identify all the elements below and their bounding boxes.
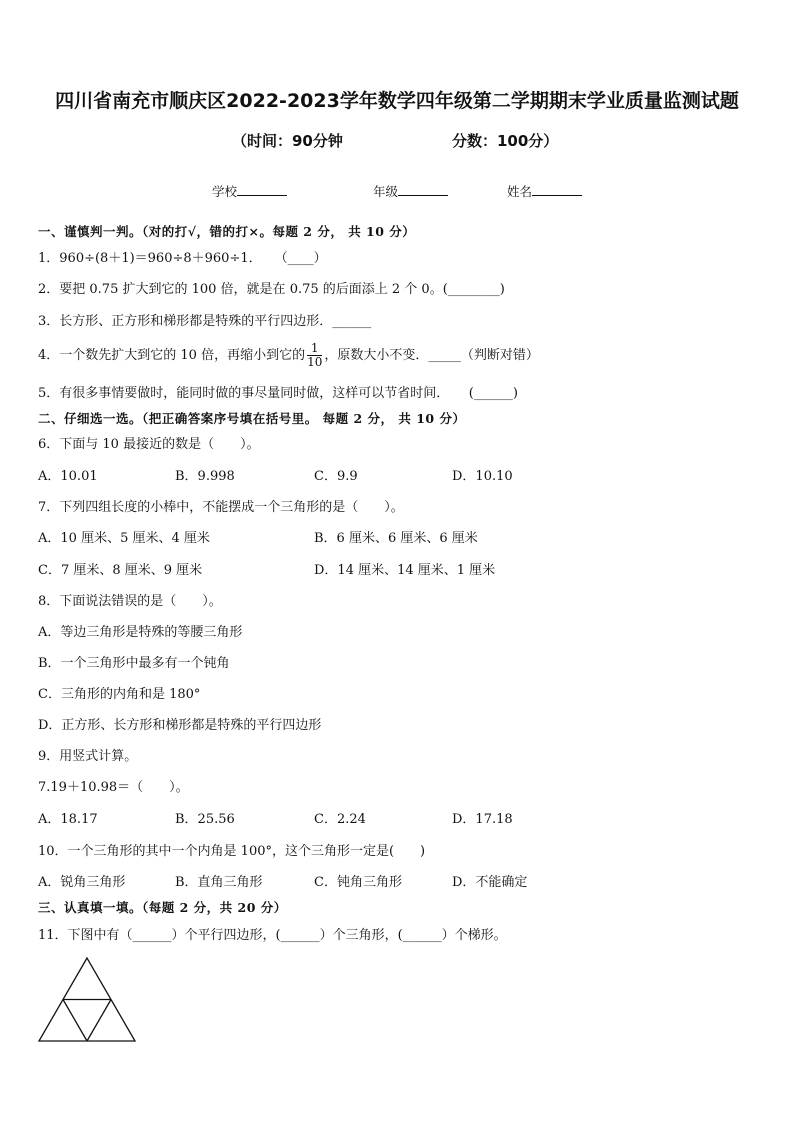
q9-option-a[interactable]: A．18.17 <box>38 812 98 827</box>
fraction-one-tenth <box>307 342 322 369</box>
question-11: 11．下图中有（______）个平行四边形，(______）个三角形，(______）个梯形。 <box>38 928 507 943</box>
score-label: 分数：100分） <box>452 132 559 150</box>
q8-option-b[interactable]: B．一个三角形中最多有一个钝角 <box>38 656 230 671</box>
q8-option-d[interactable]: D．正方形、长方形和梯形都是特殊的平行四边形 <box>38 718 322 733</box>
grade-blank[interactable] <box>398 183 448 196</box>
q9-option-c[interactable]: C．2.24 <box>314 812 366 827</box>
name-field <box>507 182 582 200</box>
q7-option-d[interactable]: D．14 厘米、14 厘米、1 厘米 <box>314 563 496 578</box>
q6-option-d[interactable]: D．10.10 <box>452 469 513 484</box>
q10-option-a[interactable]: A．锐角三角形 <box>38 875 126 890</box>
q8-option-c[interactable]: C．三角形的内角和是 180° <box>38 687 201 702</box>
school-label: 学校 <box>212 184 238 199</box>
question-2: 2．要把 0.75 扩大到它的 100 倍，就是在 0.75 的后面添上 2 个 0。(________) <box>38 282 505 297</box>
fraction-numerator: 1 <box>307 342 322 356</box>
name-label: 姓名 <box>507 184 533 199</box>
q10-option-b[interactable]: B．直角三角形 <box>175 875 263 890</box>
q9-option-b[interactable]: B．25.56 <box>175 812 235 827</box>
triangle-figure <box>36 955 138 1045</box>
fraction-denominator: 10 <box>307 355 323 369</box>
midline-left <box>63 1000 87 1042</box>
q6-option-b[interactable]: B．9.998 <box>175 469 235 484</box>
q7-option-c[interactable]: C．7 厘米、8 厘米、9 厘米 <box>38 563 203 578</box>
grade-label: 年级 <box>373 184 399 199</box>
question-5: 5．有很多事情要做时，能同时做的事尽量同时做，这样可以节省时间． (______) <box>38 386 518 401</box>
q6-option-c[interactable]: C．9.9 <box>314 469 358 484</box>
question-4-text-before: 4．一个数先扩大到它的 10 倍，再缩小到它的 <box>38 348 306 363</box>
question-4-text-after: ，原数大小不变．_____（判断对错） <box>324 348 539 363</box>
school-blank[interactable] <box>237 183 287 196</box>
question-3: 3．长方形、正方形和梯形都是特殊的平行四边形．______ <box>38 314 372 329</box>
q8-option-a[interactable]: A．等边三角形是特殊的等腰三角形 <box>38 625 243 640</box>
question-9-expression: 7.19＋10.98＝（ ）。 <box>38 780 189 795</box>
section3-heading: 三、认真填一填。（每题 2 分，共 20 分） <box>38 900 287 915</box>
question-10: 10．一个三角形的其中一个内角是 100°，这个三角形一定是( ) <box>38 844 426 859</box>
section1-heading: 一、谨慎判一判。（对的打√，错的打×。每题 2 分， 共 10 分） <box>38 224 416 239</box>
grade-field <box>373 182 448 200</box>
q6-option-a[interactable]: A．10.01 <box>38 469 98 484</box>
page-title: 四川省南充市顺庆区2022-2023学年数学四年级第二学期期末学业质量监测试题 <box>55 90 739 112</box>
q7-option-a[interactable]: A．10 厘米、5 厘米、4 厘米 <box>38 531 210 546</box>
question-9: 9．用竖式计算。 <box>38 749 138 764</box>
section2-heading: 二、仔细选一选。（把正确答案序号填在括号里。 每题 2 分， 共 10 分） <box>38 411 466 426</box>
q7-option-b[interactable]: B．6 厘米、6 厘米、6 厘米 <box>314 531 478 546</box>
time-label: （时间：90分钟 <box>232 132 343 150</box>
q10-option-d[interactable]: D．不能确定 <box>452 875 528 890</box>
question-7: 7．下列四组长度的小棒中，不能摆成一个三角形的是（ ）。 <box>38 500 404 515</box>
q10-option-c[interactable]: C．钝角三角形 <box>314 875 402 890</box>
q9-option-d[interactable]: D．17.18 <box>452 812 513 827</box>
name-blank[interactable] <box>532 183 582 196</box>
question-6: 6．下面与 10 最接近的数是（ ）。 <box>38 437 260 452</box>
question-4 <box>38 342 539 369</box>
midline-right <box>87 1000 111 1042</box>
question-8: 8．下面说法错误的是（ ）。 <box>38 594 222 609</box>
question-1: 1．960÷(8＋1)＝960÷8＋960÷1． （____） <box>38 251 327 266</box>
school-field <box>212 182 287 200</box>
